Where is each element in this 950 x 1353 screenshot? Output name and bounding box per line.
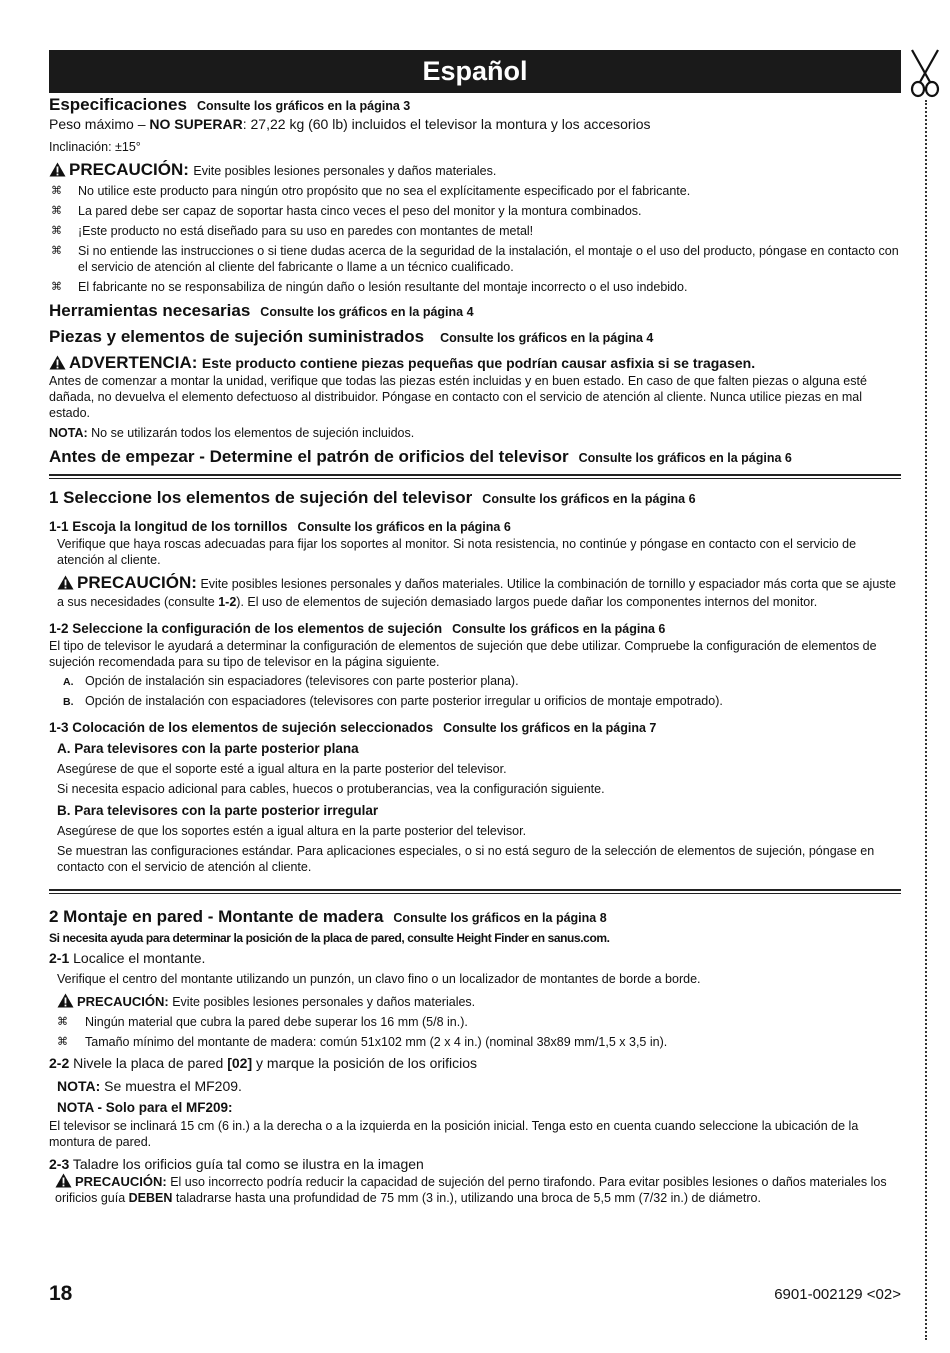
s23-title: Taladre los orificios guía tal como se ilustra en la imagen [69,1156,424,1172]
s11-heading: 1-1 Escoja la longitud de los tornillos [49,519,288,534]
s21-label: 2-1 [49,950,70,966]
s11-caution [49,574,901,611]
s13-a-text1: Asegúrese de que el soporte esté a igual altura en la parte posterior del televisor. [57,762,507,776]
s11-caution-title: PRECAUCIÓN: [77,573,197,592]
s21-caution-title: PRECAUCIÓN: [77,994,169,1009]
s11-caution-b: ). El uso de elementos de sujeción demasiado largos puede dañar los componentes internos del monitor. [236,595,818,609]
max-weight-rest: : 27,22 kg (60 lb) incluidos el televisor la montura y los accesorios [242,116,651,132]
s22-bold: [02] [227,1055,253,1071]
option-a [49,673,901,690]
warning-icon [55,1173,72,1188]
s13-b-text1: Asegúrese de que los soportes estén a igual altura en la parte posterior del televisor. [57,824,527,838]
note [49,425,901,441]
step2-note: Si necesita ayuda para determinar la posición de la placa de pared, consulte Height Finder en sanus.com. [49,931,610,945]
option-b-label: B. [63,696,74,708]
s21-text: Verifique el centro del montante utilizando un punzón, un clavo fino o un localizador de montantes de borde a borde. [57,972,701,986]
s21 [49,949,901,967]
warning-icon [49,162,66,177]
s23-label: 2-3 [49,1156,70,1172]
bullet-icon: ⌘ [57,1016,68,1028]
step-1 [49,488,901,875]
mf209-note-heading: NOTA - Solo para el MF209: [57,1100,233,1115]
s22-label: 2-2 [49,1055,70,1071]
s23 [49,1155,901,1173]
s23-caution [49,1173,901,1206]
bullet-icon: ⌘ [57,1036,68,1048]
option-a-text: Opción de instalación sin espaciadores (televisores con parte posterior plana). [85,674,519,688]
note-label: NOTA: [49,426,88,440]
s12-ref: Consulte los gráficos en la página 6 [452,622,666,636]
s23-caution-bold: DEBEN [128,1191,173,1205]
s13-ref: Consulte los gráficos en la página 7 [443,721,657,735]
page-content [49,50,901,1206]
s22-a: Nivele la placa de pared [69,1055,228,1071]
list-item: ⌘ La pared debe ser capaz de soportar hasta cinco veces el peso del monitor y la montura combinados. [51,204,642,218]
option-b [49,693,901,710]
bullet-icon: ⌘ [51,185,62,197]
s21-caution-text: Evite posibles lesiones personales y daños materiales. [168,995,476,1009]
step2-ref: Consulte los gráficos en la página 8 [393,911,607,925]
s13-b-heading: B. Para televisores con la parte posterior irregular [57,803,379,818]
step-1-3 [49,719,901,875]
parts-ref: Consulte los gráficos en la página 4 [440,331,654,345]
step-2 [49,907,901,1206]
s23-caution-title: PRECAUCIÓN: [75,1174,167,1189]
warning-text: Este producto contiene piezas pequeñas que podrían causar asfixia si se tragasen. [201,355,756,371]
list-item: ⌘ Ningún material que cubra la pared debe superar los 16 mm (5/8 in.). [57,1015,468,1029]
s23-caution-b: taladrarse hasta una profundidad de 75 mm (3 in.), utilizando una broca de 5,5 mm (7/32 in.) de diámetro. [172,1191,761,1205]
s21-caution [49,993,901,1010]
option-b-text: Opción de instalación con espaciadores (televisores con parte posterior irregular u orificios de montaje empotrado). [85,694,723,708]
divider [49,474,901,479]
before-heading: Antes de empezar - Determine el patrón de orificios del televisor [49,447,569,466]
caution-title: PRECAUCIÓN: [69,160,189,179]
s11-caution-a: Evite posibles lesiones personales y daños materiales. Utilice la combinación de tornillo y espaciador más corta que se ajuste a sus necesidades (consulte [57,577,896,609]
caution-list [49,183,901,295]
s13-heading: 1-3 Colocación de los elementos de sujeción seleccionados [49,720,434,735]
tools-section [49,301,901,321]
s23-caution-a: El uso incorrecto podría reducir la capacidad de sujeción del perno tirafondo. Para evitar posibles lesiones o daños materiales los orificios guía [55,1175,887,1205]
warning-icon [57,993,74,1008]
scissors-icon [906,48,944,98]
specs-ref: Consulte los gráficos en la página 3 [196,99,411,113]
s22-b: y marque la posición de los orificios [252,1055,478,1071]
warning-icon [49,355,66,370]
max-weight-bold: NO SUPERAR [149,116,243,132]
max-weight [49,115,901,134]
s11-text: Verifique que haya roscas adecuadas para fijar los soportes al monitor. Si nota resistencia, no continúe y póngase en contacto con el servicio de atención al cliente. [57,537,857,567]
note-text: No se utilizarán todos los elementos de sujeción incluidos. [87,426,415,440]
s11-ref: Consulte los gráficos en la página 6 [297,520,511,534]
warning-section [49,353,901,441]
page-number: 18 [49,1282,73,1305]
bullet-icon: ⌘ [51,245,62,257]
bullet-icon: ⌘ [51,205,62,217]
step2-heading: 2 Montaje en pared - Montante de madera [49,907,384,926]
step-1-2 [49,620,901,710]
specs-section [49,95,901,155]
mf209-note-text: El televisor se inclinará 15 cm (6 in.) a la derecha o a la izquierda en la posición inicial. Tenga esto en cuenta cuando seleccione la ubicación de la montura de pared. [49,1119,859,1149]
caution-text: Evite posibles lesiones personales y daños materiales. [193,164,497,178]
caution-1 [49,160,901,295]
s11-caution-bold: 1-2 [218,595,237,609]
page-footer [49,1282,901,1306]
before-ref: Consulte los gráficos en la página 6 [578,451,792,465]
s13-a-text2: Si necesita espacio adicional para cables, huecos o protuberancias, vea la configuración siguiente. [57,782,605,796]
document-number: 6901-002129 <02> [774,1286,901,1303]
bullet-icon: ⌘ [51,225,62,237]
s22-note-label: NOTA: [57,1078,101,1094]
list-item: ⌘ El fabricante no se responsabiliza de ningún daño o lesión resultante del montaje incorrecto o el uso indebido. [51,280,688,294]
warning-icon [57,575,74,590]
divider [49,889,901,894]
list-item: ⌘ No utilice este producto para ningún otro propósito que no sea el explícitamente especificado por el fabricante. [51,184,691,198]
s13-b-text2: Se muestran las configuraciones estándar. Para aplicaciones especiales, o si no está seguro de la selección de elementos de sujeción, póngase en contacto con el servicio de atención al cliente. [57,844,875,874]
s21-title: Localice el montante. [69,950,206,966]
page-title: Español [49,50,901,93]
s13-a-heading: A. Para televisores con la parte posterior plana [57,741,359,756]
s21-list [49,1014,901,1050]
s22-note [49,1077,901,1095]
list-item: ⌘ Tamaño mínimo del montante de madera: común 51x102 mm (2 x 4 in.) (nominal 38x89 mm/1,5 x 3,5 in). [57,1035,668,1049]
before-section [49,447,901,467]
tools-heading: Herramientas necesarias [49,301,251,320]
s22-note-text: Se muestra el MF209. [100,1078,242,1094]
s12-heading: 1-2 Seleccione la configuración de los elementos de sujeción [49,621,443,636]
bullet-icon: ⌘ [51,281,62,293]
specs-heading: Especificaciones [49,95,187,114]
s12-text: El tipo de televisor le ayudará a determinar la configuración de elementos de sujeción que debe utilizar. Compruebe la configuración de elementos de sujeción recomendada para su tipo de televisor en la página siguiente. [49,639,877,669]
parts-section [49,327,901,347]
warning-body: Antes de comenzar a montar la unidad, verifique que todas las piezas estén incluidas y en buen estado. En caso de que falten piezas o alguna esté dañada, no devuelva el elemento defectuoso al distribuidor. Póngase en contacto con el servicio de atención al cliente. Nunca utilice piezas en mal estado. [49,374,867,420]
step-1-1 [49,518,901,611]
step1-ref: Consulte los gráficos en la página 6 [482,492,696,506]
parts-heading: Piezas y elementos de sujeción suministrados [49,327,425,346]
max-weight-prefix: Peso máximo – [49,116,150,132]
warning-title: ADVERTENCIA: [69,353,198,372]
list-item: ⌘ Si no entiende las instrucciones o si tiene dudas acerca de la seguridad de la instalación, el montaje o el uso del producto, póngase en contacto con el servicio de atención al cliente del fabricante o llame a un técnico cualificado. [51,244,899,274]
cut-line [925,100,927,1340]
list-item: ⌘ ¡Este producto no está diseñado para su uso en paredes con montantes de metal! [51,224,534,238]
step1-heading: 1 Seleccione los elementos de sujeción del televisor [49,488,473,507]
s22 [49,1054,901,1072]
tools-ref: Consulte los gráficos en la página 4 [260,305,474,319]
tilt: Inclinación: ±15° [49,140,141,154]
option-a-label: A. [63,676,74,688]
